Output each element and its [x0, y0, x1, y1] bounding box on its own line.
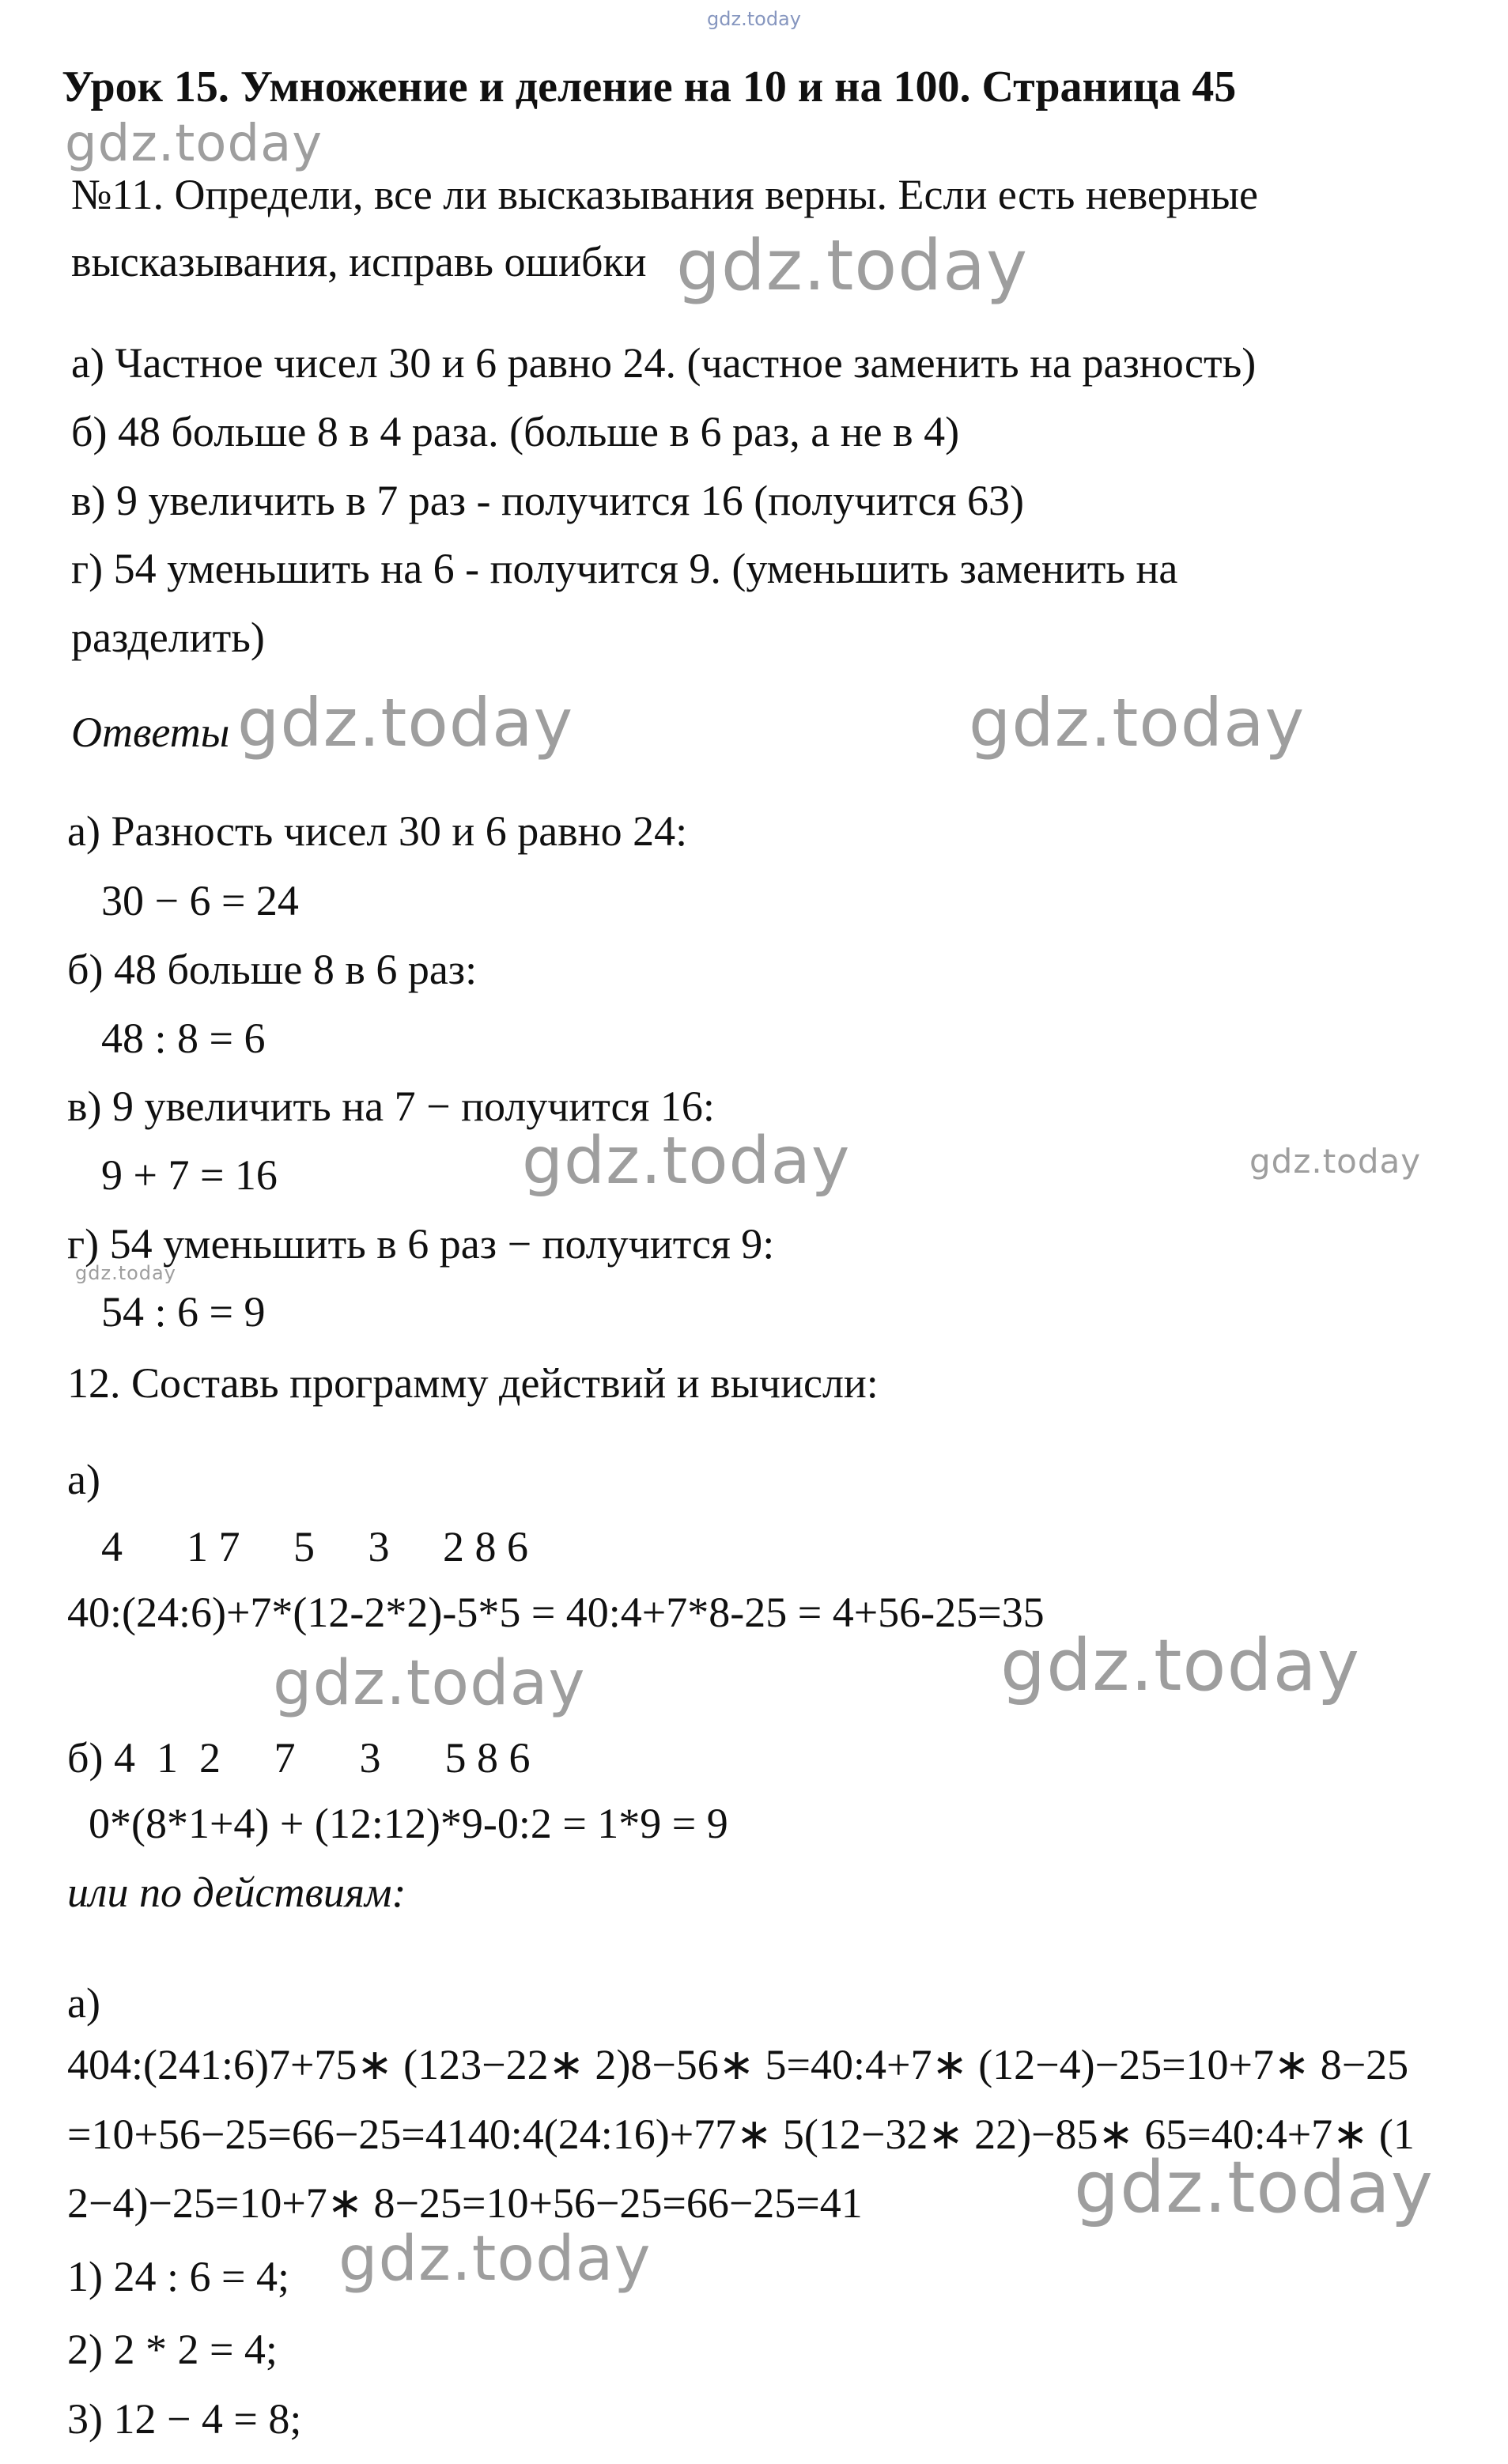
watermark: gdz.today — [522, 1124, 851, 1199]
answers-label: Ответы — [71, 709, 230, 756]
answer-b-text: б) 48 больше 8 в 6 раз: — [67, 946, 478, 993]
answer-c-calc: 9 + 7 = 16 — [101, 1151, 278, 1199]
watermark: gdz.today — [676, 225, 1029, 306]
answer-d-text: г) 54 уменьшить в 6 раз − получится 9: — [67, 1220, 775, 1268]
watermark: gdz.today — [1074, 2146, 1434, 2229]
task12-long-line1: 404:(241:6)7+75∗ (123−22∗ 2)8−56∗ 5=40:4+7∗ (12−4)−25=10+7∗ 8−25 — [67, 2041, 1409, 2088]
watermark: gdz.today — [237, 684, 574, 761]
watermark: gdz.today — [338, 2224, 652, 2295]
watermark-top: gdz.today — [707, 8, 801, 30]
answer-a-calc: 30 − 6 = 24 — [101, 877, 299, 924]
task12-order-row-a: 4 1 7 5 3 2 8 6 — [101, 1523, 528, 1570]
task12-step-1: 1) 24 : 6 = 4; — [67, 2253, 289, 2300]
task12-part-b-label: б) 4 1 2 7 3 5 8 6 — [67, 1734, 531, 1782]
answer-d-calc: 54 : 6 = 9 — [101, 1288, 266, 1336]
task11-item-b: б) 48 больше 8 в 4 раза. (больше в 6 раз, а не в 4) — [71, 408, 960, 455]
task12-part-a2-label: а) — [67, 1979, 100, 2027]
task12-long-line3: 2−4)−25=10+7∗ 8−25=10+56−25=66−25=41 — [67, 2179, 863, 2227]
task11-item-a: а) Частное чисел 30 и 6 равно 24. (частное заменить на разность) — [71, 339, 1257, 387]
task11-heading-line1: №11. Определи, все ли высказывания верны. Если есть неверные — [71, 171, 1259, 218]
answer-a-text: а) Разность чисел 30 и 6 равно 24: — [67, 807, 688, 855]
watermark: gdz.today — [1249, 1142, 1422, 1181]
task11-item-d-line1: г) 54 уменьшить на 6 - получится 9. (уменьшить заменить на — [71, 545, 1178, 592]
task12-heading: 12. Составь программу действий и вычисли: — [67, 1359, 879, 1407]
page-title: Урок 15. Умножение и деление на 10 и на 100. Страница 45 — [62, 62, 1237, 111]
task11-heading-line2: высказывания, исправь ошибки — [71, 238, 647, 285]
task12-expression-a: 40:(24:6)+7*(12-2*2)-5*5 = 40:4+7*8-25 = 4+56-25=35 — [67, 1589, 1045, 1636]
watermark: gdz.today — [75, 1262, 176, 1284]
task12-long-line2: =10+56−25=66−25=4140:4(24:16)+77∗ 5(12−32∗ 22)−85∗ 65=40:4+7∗ (1 — [67, 2111, 1415, 2158]
task12-step-2: 2) 2 * 2 = 4; — [67, 2326, 278, 2373]
answer-c-text: в) 9 увеличить на 7 − получится 16: — [67, 1083, 715, 1130]
watermark: gdz.today — [969, 684, 1306, 761]
task11-item-d-line2: разделить) — [71, 614, 265, 661]
watermark: gdz.today — [65, 115, 323, 173]
answer-b-calc: 48 : 8 = 6 — [101, 1015, 266, 1062]
task12-expression-b: 0*(8*1+4) + (12:12)*9-0:2 = 1*9 = 9 — [89, 1800, 728, 1847]
task11-item-c: в) 9 увеличить в 7 раз - получится 16 (получится 63) — [71, 477, 1025, 524]
task12-step-3: 3) 12 − 4 = 8; — [67, 2395, 302, 2443]
task12-part-a-label: а) — [67, 1456, 100, 1503]
by-actions-label: или по действиям: — [67, 1869, 406, 1916]
watermark: gdz.today — [1000, 1624, 1361, 1707]
watermark: gdz.today — [273, 1648, 586, 1719]
